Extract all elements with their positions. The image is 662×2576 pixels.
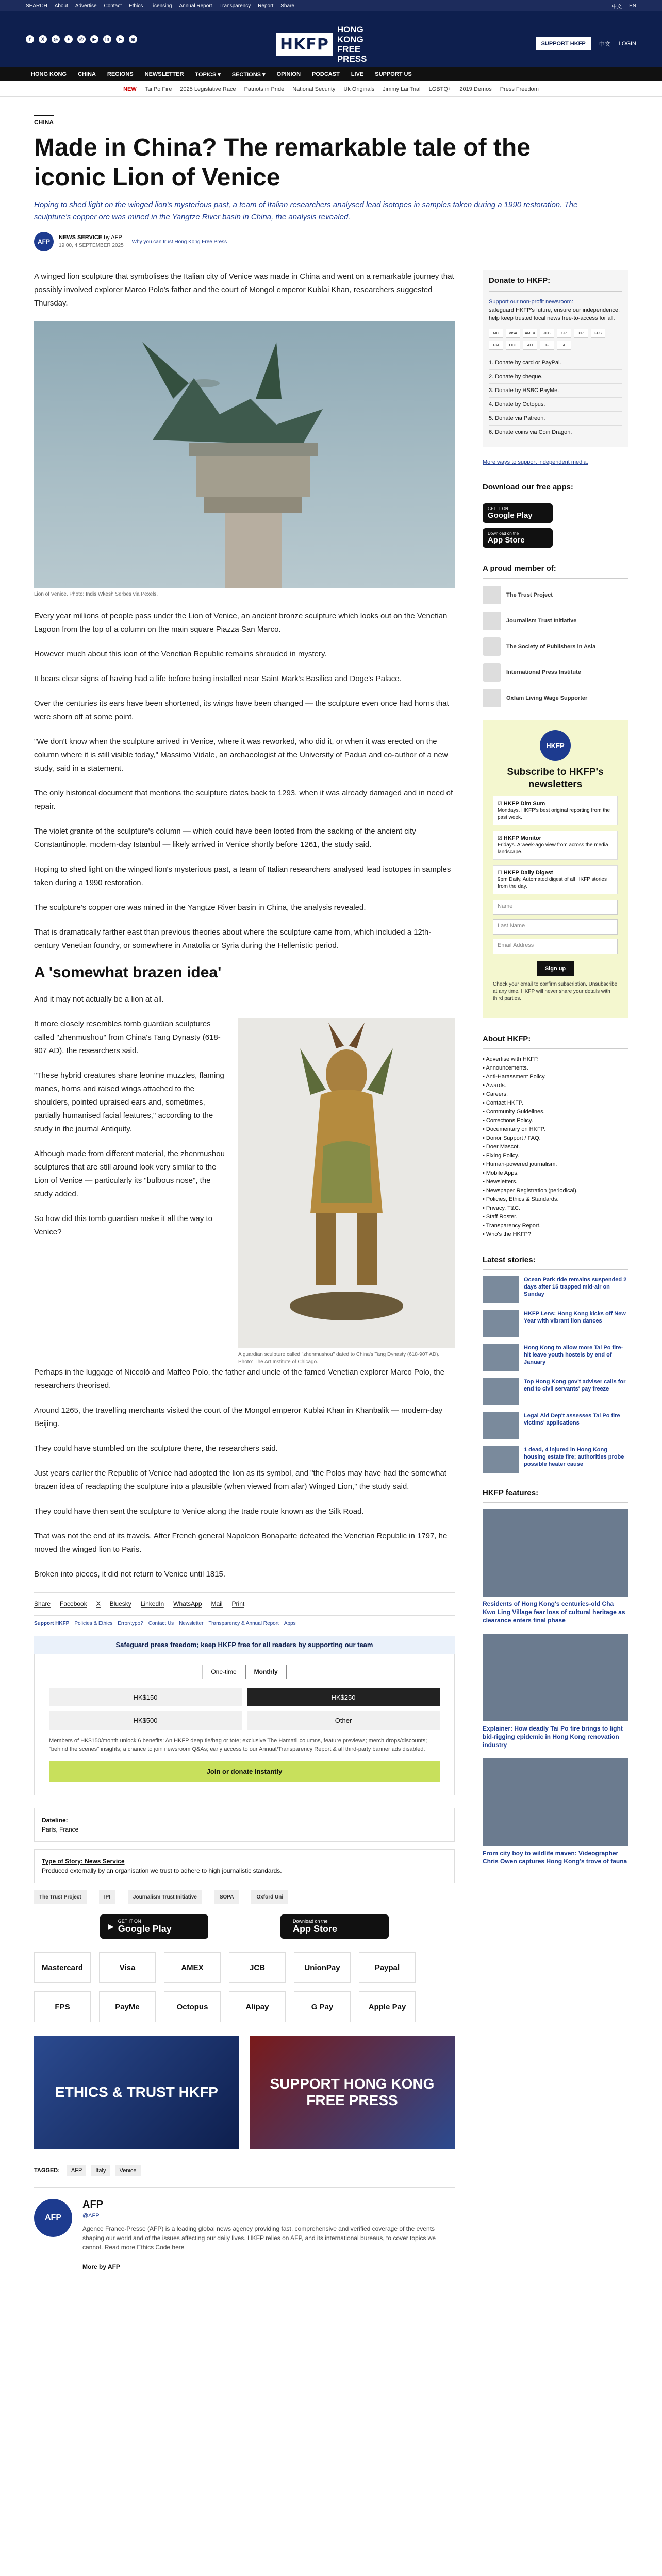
- about-link[interactable]: • Advertise with HKFP.: [483, 1055, 628, 1064]
- org-logo: [483, 637, 501, 656]
- member-org[interactable]: [483, 612, 628, 630]
- policy-link[interactable]: Error/typo?: [118, 1621, 143, 1626]
- about-links: [483, 1055, 628, 1239]
- nav-item[interactable]: PODCAST: [312, 71, 340, 77]
- article-paragraph: They could have then sent the sculpture to Venice along the trade route known as the Silk Road.: [34, 1507, 364, 1516]
- join-donate-button[interactable]: Join or donate instantly: [49, 1761, 440, 1782]
- tag[interactable]: AFP: [67, 2165, 86, 2176]
- story-thumbnail[interactable]: [483, 1310, 519, 1337]
- payment-methods: [34, 1952, 455, 2022]
- org-name: Journalism Trust Initiative: [506, 618, 577, 624]
- tags-row: [34, 2165, 455, 2176]
- about-link[interactable]: • Community Guidelines.: [483, 1108, 628, 1116]
- app-store-button[interactable]: [280, 1914, 389, 1939]
- signup-button[interactable]: Sign up: [537, 961, 574, 976]
- article-paragraph: Every year millions of people pass under the Lion of Venice, an ancient bronze sculpture which looks out on the Venetian Lagoon from the top of a column on the main square Piazza San Marco.: [34, 612, 448, 634]
- nl-option-name: HKFP Daily Digest: [503, 870, 553, 876]
- newsletter-option[interactable]: ☑ HKFP Monitor Fridays. A week-ago view from across the media landscape.: [493, 831, 618, 860]
- share-bar: [34, 1592, 455, 1616]
- article-paragraph: Perhaps in the luggage of Niccolò and Maffeo Polo, the father and uncle of the famed Venetian explorer Marco Polo, the researchers theorised.: [34, 1368, 445, 1390]
- policy-links: [34, 1621, 455, 1626]
- article-paragraph: Hoping to shed light on the winged lion's mysterious past, a team of Italian researchers analysed lead isotopes in samples taken during a 1990 restoration.: [34, 865, 451, 887]
- about-link[interactable]: • Who's the HKFP?: [483, 1230, 628, 1239]
- story-headline[interactable]: Top Hong Kong gov't adviser calls for end to civil servants' pay freeze: [524, 1379, 626, 1392]
- story-thumbnail[interactable]: [483, 1276, 519, 1303]
- category-label[interactable]: CHINA: [34, 115, 54, 126]
- card-logo: JCB: [540, 329, 554, 338]
- feature-image[interactable]: [483, 1509, 628, 1597]
- store-small: GET IT ON: [118, 1919, 141, 1924]
- feature-headline[interactable]: Residents of Hong Kong's centuries-old Cha Kwo Ling Village fear loss of cultural heritage as clearance enters final phase: [483, 1600, 625, 1624]
- story-type-box: [34, 1849, 455, 1883]
- amount-option[interactable]: HK$250: [247, 1688, 440, 1706]
- nav-item[interactable]: OPINION: [276, 71, 301, 77]
- article-paragraph: Over the centuries its ears have been shortened, its wings have been changed — the sculpture even once had horns that were shorn off at some point.: [34, 699, 449, 721]
- trending-link[interactable]: LGBTQ+: [428, 86, 452, 92]
- header-actions: [536, 37, 636, 50]
- membership-note: Members of HK$150/month unlock 6 benefits: An HKFP deep tie/bag or tote; exclusive The Hamatil columns, feature previews; merch drops/discounts; "behind the scenes" insights; a chance to join newsroom Q&As; early access to our Annual/Transparency Report & all third-party banner ads disabled.: [49, 1738, 427, 1752]
- instagram-icon[interactable]: ◎: [52, 35, 60, 43]
- card-logo: VISA: [506, 329, 520, 338]
- share-facebook[interactable]: Facebook: [60, 1600, 87, 1607]
- newsletter-note: Check your email to confirm subscription. Unsubscribe at any time. HKFP will never share your details with third parties.: [493, 981, 618, 1002]
- amount-option[interactable]: Other: [247, 1711, 440, 1730]
- story-headline[interactable]: HKFP Lens: Hong Kong kicks off New Year with vibrant lion dances: [524, 1311, 626, 1324]
- story-headline[interactable]: Hong Kong to allow more Tai Po fire-hit leave youth hostels by end of January: [524, 1345, 623, 1365]
- article-paragraph: The only historical document that mentions the sculpture dates back to 1293, when it was already damaged and in need of repair.: [34, 789, 453, 811]
- about-link[interactable]: • Announcements.: [483, 1064, 628, 1073]
- donate-option[interactable]: 5. Donate via Patreon.: [489, 412, 622, 426]
- policy-link[interactable]: Contact Us: [148, 1621, 174, 1626]
- features-title: HKFP features:: [483, 1483, 628, 1503]
- topbar-link[interactable]: About: [54, 3, 68, 9]
- feature-story[interactable]: [483, 1509, 628, 1624]
- support-promo[interactable]: SUPPORT HONG KONG FREE PRESS: [250, 2036, 455, 2149]
- article-paragraph: "These hybrid creatures share leonine muzzles, flaming manes, horns and raised wings attached to the shoulders, pointed upraised ears and, sometimes, partially humanised facial features," according to the study in the journal Antiquity.: [34, 1071, 224, 1133]
- about-link[interactable]: • Newspaper Registration (periodical).: [483, 1187, 628, 1195]
- threads-icon[interactable]: @: [77, 35, 86, 43]
- feature-stories: [483, 1509, 628, 1866]
- facebook-icon[interactable]: f: [26, 35, 34, 43]
- email-input[interactable]: Email Address: [493, 939, 618, 954]
- nl-option-name: HKFP Monitor: [503, 835, 541, 841]
- login-link[interactable]: LOGIN: [618, 41, 636, 47]
- store-big: Google Play: [488, 511, 533, 520]
- article-paragraph: Broken into pieces, it did not return to Venice until 1815.: [34, 1570, 226, 1579]
- store-big: App Store: [488, 536, 525, 545]
- policy-link[interactable]: Policies & Ethics: [74, 1621, 113, 1626]
- nav-item[interactable]: TOPICS ▾: [195, 71, 221, 78]
- nav-item[interactable]: SUPPORT US: [375, 71, 412, 77]
- monthly-option[interactable]: Monthly: [245, 1665, 287, 1679]
- article-paragraph: It more closely resembles tomb guardian sculptures called "zhenmushou" from China's Tang Dynasty (618-907 AD), the researchers said.: [34, 1020, 221, 1055]
- play-icon: ▶: [108, 1922, 114, 1930]
- article-paragraph: And it may not actually be a lion at all.: [34, 995, 164, 1004]
- nav-item[interactable]: CHINA: [78, 71, 96, 77]
- author-info: [59, 234, 124, 249]
- member-badges: [34, 1890, 455, 1904]
- article-paragraph: Around 1265, the travelling merchants visited the court of the Mongol emperor Kublai Khan in Khanbalik — modern-day Beijing.: [34, 1406, 443, 1428]
- safeguard-banner[interactable]: Safeguard press freedom; keep HKFP free for all readers by supporting our team: [34, 1636, 455, 1654]
- about-link[interactable]: • Newsletters.: [483, 1178, 628, 1187]
- member-org[interactable]: [483, 663, 628, 682]
- amount-option[interactable]: HK$500: [49, 1711, 242, 1730]
- article-paragraph: Just years earlier the Republic of Venice had adopted the lion as its symbol, and "the Polos may have had the somewhat brazen idea of readapting the sculpture into a plausible (when viewed from afar) Winged Lion," the study said.: [34, 1469, 446, 1491]
- org-name: The Society of Publishers in Asia: [506, 643, 596, 650]
- feature-headline[interactable]: From city boy to wildlife maven: Videographer Chris Owen captures Hong Kong's trove of fauna: [483, 1850, 627, 1865]
- statue-figure: [238, 1018, 455, 1366]
- tag[interactable]: Italy: [91, 2165, 110, 2176]
- topbar-link[interactable]: Annual Report: [179, 3, 212, 9]
- article-paragraph: The sculpture's copper ore was mined in the Yangtze River basin in China, the analysis revealed.: [34, 903, 366, 912]
- dateline-box: [34, 1808, 455, 1842]
- lion-illustration: [34, 321, 455, 588]
- article-title: Made in China? The remarkable tale of the iconic Lion of Venice: [34, 134, 531, 191]
- promo-videos: [34, 2036, 455, 2149]
- donate-option[interactable]: 1. Donate by card or PayPal.: [489, 356, 622, 370]
- latest-stories: [483, 1276, 628, 1473]
- trending-link[interactable]: National Security: [292, 86, 336, 92]
- share-x[interactable]: X: [96, 1600, 101, 1607]
- nl-option-desc: Mondays. HKFP's best original reporting from the past week.: [498, 808, 610, 820]
- about-link[interactable]: • Contact HKFP.: [483, 1099, 628, 1108]
- trending-link[interactable]: 2025 Legislative Race: [180, 86, 236, 92]
- linkedin-icon[interactable]: in: [103, 35, 111, 43]
- last-name-input[interactable]: Last Name: [493, 919, 618, 935]
- story-headline[interactable]: Ocean Park ride remains suspended 2 days after 15 trapped mid-air on Sunday: [524, 1277, 627, 1297]
- newsletter-signup: [483, 720, 628, 1018]
- trending-link[interactable]: Uk Originals: [343, 86, 375, 92]
- about-link[interactable]: • Donor Support / FAQ.: [483, 1134, 628, 1143]
- topbar-link[interactable]: Ethics: [128, 3, 143, 9]
- image-caption: Lion of Venice. Photo: Indis Wkesh Serbes via Pexels.: [34, 591, 158, 597]
- story-thumbnail[interactable]: [483, 1412, 519, 1439]
- card-logo: ALI: [523, 341, 537, 350]
- about-link[interactable]: • Fixing Policy.: [483, 1151, 628, 1160]
- about-link[interactable]: • Privacy, T&C.: [483, 1204, 628, 1213]
- badge[interactable]: SOPA: [214, 1890, 239, 1904]
- article-paragraph: Although made from different material, the zhenmushou sculptures that are still around look very similar to the Lion of Venice — particularly its "bulbous nose", the study added.: [34, 1149, 225, 1198]
- badge[interactable]: The Trust Project: [34, 1890, 87, 1904]
- bluesky-icon[interactable]: ✦: [64, 35, 73, 43]
- payment-logo[interactable]: G Pay: [294, 1991, 351, 2022]
- card-logo: UP: [557, 329, 571, 338]
- about-link[interactable]: • Transparency Report.: [483, 1222, 628, 1230]
- newsletter-title: Subscribe to HKFP's newsletters: [507, 767, 604, 790]
- byline: [34, 232, 628, 251]
- article-paragraph: It bears clear signs of having had a life before being installed near Saint Mark's Basilica and Doge's Palace.: [34, 674, 402, 683]
- trending-link[interactable]: Jimmy Lai Trial: [383, 86, 421, 92]
- about-link[interactable]: • Mobile Apps.: [483, 1169, 628, 1178]
- story-thumbnail[interactable]: [483, 1446, 519, 1473]
- card-logo: PM: [489, 341, 503, 350]
- app-store-row: [34, 1914, 455, 1939]
- about-link[interactable]: • Awards.: [483, 1081, 628, 1090]
- feature-image[interactable]: [483, 1758, 628, 1846]
- tags-label: TAGGED:: [34, 2167, 60, 2174]
- sidebar-app-store[interactable]: [483, 528, 553, 548]
- latest-title: Latest stories:: [483, 1250, 628, 1270]
- author-name[interactable]: NEWS SERVICE: [59, 234, 103, 241]
- latest-story[interactable]: [483, 1446, 628, 1473]
- about-link[interactable]: • Staff Roster.: [483, 1213, 628, 1222]
- article-lede: Hoping to shed light on the winged lion's mysterious past, a team of Italian researchers analysed lead isotopes in samples taken during a 1990 restoration. The sculpture's copper ore was mined in the Yangtze River basin in China, the analysis revealed.: [34, 200, 578, 222]
- statue-caption: A guardian sculpture called "zhenmushou" dated to China's Tang Dynasty (618-907 AD). Photo: The Art Institute of Chicago.: [238, 1352, 440, 1365]
- article-body: [34, 270, 455, 2270]
- payment-logo[interactable]: AMEX: [164, 1952, 221, 1983]
- float-text: [34, 1018, 225, 1366]
- feature-story[interactable]: [483, 1758, 628, 1866]
- article-paragraph: A winged lion sculpture that symbolises the Italian city of Venice was made in China and went on a remarkable journey that possibly involved explorer Marco Polo's father and the court of Mongol emperor Kublai Khan, researchers suggested Thursday.: [34, 272, 454, 308]
- publish-date: 19:00, 4 SEPTEMBER 2025: [59, 243, 124, 248]
- latest-story[interactable]: [483, 1378, 628, 1405]
- donate-option[interactable]: 4. Donate by Octopus.: [489, 398, 622, 412]
- payment-logo[interactable]: UnionPay: [294, 1952, 351, 1983]
- author-avatar[interactable]: AFP: [34, 232, 54, 251]
- donate-text: safeguard HKFP's future, ensure our independence, help keep trusted local news free-to-access for all.: [489, 307, 620, 321]
- topbar-link[interactable]: Report: [258, 3, 274, 9]
- more-by-author-link[interactable]: More by AFP: [82, 2263, 120, 2270]
- main-nav: [0, 67, 662, 81]
- author-avatar-large[interactable]: AFP: [34, 2199, 72, 2237]
- author-bio: Agence France-Presse (AFP) is a leading global news agency providing fast, comprehensive and verified coverage of the events shaping our world and of the issues affecting our daily lives. HKFP relies on AFP, and its international bureaus, to cover topics we cannot. Read more Ethics Code here: [82, 2225, 436, 2251]
- share-bluesky[interactable]: Bluesky: [109, 1600, 131, 1607]
- youtube-icon[interactable]: ▶: [90, 35, 98, 43]
- payment-logo[interactable]: Apple Pay: [359, 1991, 416, 2022]
- hkfp-logo[interactable]: [276, 25, 389, 64]
- content-layout: [0, 270, 662, 2270]
- payment-logo[interactable]: Paypal: [359, 1952, 416, 1983]
- article-paragraph: The violet granite of the sculpture's column — which could have been looted from the sacking of the ancient city Constantinople, modern-day Istanbul — likely arrived in Venice shortly before 1261, the study said.: [34, 827, 416, 849]
- author-box-name[interactable]: AFP: [82, 2199, 103, 2210]
- card-logo: FPS: [591, 329, 605, 338]
- topbar-link[interactable]: SEARCH: [26, 3, 47, 9]
- about-link[interactable]: • Policies, Ethics & Standards.: [483, 1195, 628, 1204]
- support-hkfp-button[interactable]: SUPPORT HKFP: [536, 37, 591, 50]
- dateline-place: Paris, France: [42, 1826, 79, 1833]
- social-links: [26, 35, 137, 43]
- card-logos: [489, 329, 622, 350]
- google-play-button[interactable]: [100, 1914, 208, 1939]
- story-headline[interactable]: 1 dead, 4 injured in Hong Kong housing estate fire; authorities probe possible heater cause: [524, 1447, 624, 1467]
- about-link[interactable]: • Human-powered journalism.: [483, 1160, 628, 1169]
- about-link[interactable]: • Documentary on HKFP.: [483, 1125, 628, 1134]
- donate-link[interactable]: Support our non-profit newsroom:: [489, 299, 573, 305]
- member-org[interactable]: [483, 586, 628, 604]
- nl-option-name: HKFP Dim Sum: [503, 801, 545, 807]
- org-logo: [483, 612, 501, 630]
- store-big: App Store: [293, 1924, 338, 1934]
- share-linkedin[interactable]: LinkedIn: [140, 1600, 164, 1607]
- card-logo: A: [557, 341, 571, 350]
- feature-headline[interactable]: Explainer: How deadly Tai Po fire brings to light bid-rigging epidemic in Hong Kong renovation industry: [483, 1725, 623, 1749]
- apps-title: Download our free apps:: [483, 478, 628, 497]
- author-details: [82, 2199, 455, 2270]
- article-paragraph: So how did this tomb guardian make it all the way to Venice?: [34, 1214, 213, 1236]
- topbar-link[interactable]: Share: [280, 3, 294, 9]
- trust-link[interactable]: Why you can trust Hong Kong Free Press: [131, 239, 227, 245]
- share-whatsapp[interactable]: WhatsApp: [173, 1600, 202, 1607]
- about-link[interactable]: • Corrections Policy.: [483, 1116, 628, 1125]
- policy-link[interactable]: Newsletter: [179, 1621, 204, 1626]
- newsletter-option[interactable]: ☐ HKFP Daily Digest 9pm Daily. Automated digest of all HKFP stories from the day.: [493, 865, 618, 894]
- card-logo: AMEX: [523, 329, 537, 338]
- card-logo: OCT: [506, 341, 520, 350]
- badge[interactable]: Oxford Uni: [251, 1890, 288, 1904]
- nav-item[interactable]: LIVE: [351, 71, 364, 77]
- about-link[interactable]: • Anti-Harassment Policy.: [483, 1073, 628, 1081]
- frequency-toggle: [49, 1665, 440, 1679]
- language-switch[interactable]: 中文: [599, 41, 610, 47]
- article-header: [0, 97, 662, 251]
- org-name: International Press Institute: [506, 669, 581, 675]
- badge[interactable]: Journalism Trust Initiative: [128, 1890, 202, 1904]
- newsletter-option[interactable]: ☑ HKFP Dim Sum Mondays. HKFP's best original reporting from the past week.: [493, 796, 618, 825]
- story-headline[interactable]: Legal Aid Dep't assesses Tai Po fire victims' applications: [524, 1413, 620, 1426]
- trending-link[interactable]: Tai Po Fire: [144, 86, 172, 92]
- trending-bar: [0, 81, 662, 97]
- topbar-link[interactable]: Licensing: [150, 3, 172, 9]
- x-icon[interactable]: X: [39, 35, 47, 43]
- tag[interactable]: Venice: [115, 2165, 141, 2176]
- payment-logo[interactable]: PayMe: [99, 1991, 156, 2022]
- payment-logo[interactable]: JCB: [229, 1952, 286, 1983]
- donate-option[interactable]: 6. Donate coins via Coin Dragon.: [489, 426, 622, 439]
- payment-logo[interactable]: Visa: [99, 1952, 156, 1983]
- store-small: Download on the: [488, 531, 519, 536]
- latest-story[interactable]: [483, 1412, 628, 1439]
- logo-text: HONG KONG FREE PRESS: [337, 25, 367, 64]
- logo-box: HKFP: [276, 33, 333, 56]
- first-name-input[interactable]: Name: [493, 900, 618, 915]
- new-label: NEW: [123, 86, 137, 92]
- author-by[interactable]: by AFP: [104, 234, 122, 241]
- newsletter-logo: HKFP: [540, 730, 571, 761]
- donate-widget: [34, 1654, 455, 1795]
- story-type-label: Type of Story: News Service: [42, 1858, 125, 1865]
- payment-logo[interactable]: FPS: [34, 1991, 91, 2022]
- article-paragraph: That was not the end of its travels. After French general Napoleon Bonaparte defeated the Venetian Republic in 1797, he moved the winged lion to Paris.: [34, 1532, 448, 1554]
- story-thumbnail[interactable]: [483, 1344, 519, 1371]
- member-title: A proud member of:: [483, 559, 628, 579]
- utility-bar: [0, 0, 662, 11]
- ethics-promo[interactable]: ETHICS & TRUST HKFP: [34, 2036, 239, 2149]
- article-paragraph: However much about this icon of the Venetian Republic remains shrouded in mystery.: [34, 650, 327, 658]
- lion-of-venice-photo: [34, 321, 455, 588]
- author-box: [34, 2187, 455, 2270]
- telegram-icon[interactable]: ➤: [116, 35, 124, 43]
- org-logo: [483, 586, 501, 604]
- trending-link[interactable]: Press Freedom: [500, 86, 539, 92]
- donate-title: Donate to HKFP:: [489, 270, 622, 292]
- section-heading: A 'somewhat brazen idea': [34, 964, 222, 981]
- topbar-link[interactable]: Transparency: [219, 3, 251, 9]
- zhenmushou-photo: [238, 1018, 455, 1348]
- amount-options: [49, 1688, 440, 1730]
- store-big: Google Play: [118, 1924, 172, 1934]
- org-logo: [483, 663, 501, 682]
- policy-link[interactable]: Support HKFP: [34, 1621, 70, 1626]
- org-name: The Trust Project: [506, 592, 553, 598]
- sidebar: [483, 270, 628, 2270]
- topbar-lang[interactable]: EN: [629, 3, 636, 9]
- article-paragraph: They could have stumbled on the sculpture there, the researchers said.: [34, 1444, 278, 1453]
- member-org[interactable]: [483, 689, 628, 707]
- nav-item[interactable]: SECTIONS ▾: [231, 71, 266, 78]
- share-print[interactable]: Print: [231, 1600, 245, 1607]
- donate-option[interactable]: 3. Donate by HSBC PayMe.: [489, 384, 622, 398]
- author-twitter[interactable]: @AFP: [82, 2213, 100, 2219]
- org-name: Oxfam Living Wage Supporter: [506, 695, 588, 701]
- payment-logo[interactable]: Mastercard: [34, 1952, 91, 1983]
- org-logo: [483, 689, 501, 707]
- donate-option[interactable]: 2. Donate by cheque.: [489, 370, 622, 384]
- more-ways-link[interactable]: More ways to support independent media.: [483, 459, 588, 465]
- payment-logo[interactable]: Octopus: [164, 1991, 221, 2022]
- one-time-option[interactable]: One-time: [202, 1665, 245, 1679]
- card-logo: MC: [489, 329, 503, 338]
- story-thumbnail[interactable]: [483, 1378, 519, 1405]
- feature-story[interactable]: [483, 1634, 628, 1749]
- about-link[interactable]: • Careers.: [483, 1090, 628, 1099]
- site-header: [0, 11, 662, 67]
- article-paragraph: "We don't know when the sculpture arrived in Venice, where it was reworked, who did it, or when it was erected on the column where it is still visible today," Massimo Vidale, an archaeologist at the University of Padua and co-author of a new study, said in a statement.: [34, 737, 448, 773]
- feature-image[interactable]: [483, 1634, 628, 1721]
- nl-option-desc: Fridays. A week-ago view from across the media landscape.: [498, 842, 608, 855]
- share-label: Share: [34, 1600, 51, 1607]
- card-logo: PP: [574, 329, 588, 338]
- latest-story[interactable]: [483, 1276, 628, 1303]
- store-small: Download on the: [293, 1919, 328, 1924]
- trending-link[interactable]: Patriots in Pride: [244, 86, 285, 92]
- topbar-link[interactable]: Advertise: [75, 3, 97, 9]
- dateline-label: Dateline:: [42, 1817, 68, 1824]
- topbar-lang[interactable]: 中文: [611, 4, 622, 10]
- paragraphs-with-figure: [34, 1018, 455, 1366]
- badge[interactable]: IPI: [99, 1890, 115, 1904]
- donate-options: [489, 356, 622, 439]
- policy-link[interactable]: Apps: [284, 1621, 296, 1626]
- donate-panel: [483, 270, 628, 447]
- nav-item[interactable]: HONG KONG: [31, 71, 67, 77]
- article-paragraph: That is dramatically farther east than previous theories about where the sculpture came from, which included a 12th-century Venetian foundry, or somewhere in Anatolia or Syria during the Hellenistic period.: [34, 928, 432, 950]
- store-small: GET IT ON: [488, 506, 508, 511]
- rss-icon[interactable]: ◉: [129, 35, 137, 43]
- about-title: About HKFP:: [483, 1029, 628, 1049]
- share-mail[interactable]: Mail: [211, 1600, 223, 1607]
- amount-option[interactable]: HK$150: [49, 1688, 242, 1706]
- sidebar-google-play[interactable]: [483, 503, 553, 523]
- policy-link[interactable]: Transparency & Annual Report: [208, 1621, 279, 1626]
- nav-item[interactable]: NEWSLETTER: [144, 71, 184, 77]
- latest-story[interactable]: [483, 1344, 628, 1371]
- about-link[interactable]: • Doer Mascot.: [483, 1143, 628, 1151]
- nl-option-desc: 9pm Daily. Automated digest of all HKFP stories from the day.: [498, 877, 607, 889]
- member-org[interactable]: [483, 637, 628, 656]
- card-logo: G: [540, 341, 554, 350]
- story-type-desc: Produced externally by an organisation we trust to adhere to high journalistic standards.: [42, 1867, 282, 1874]
- statue-illustration: [238, 1018, 455, 1348]
- topbar-link[interactable]: Contact: [104, 3, 122, 9]
- latest-story[interactable]: [483, 1310, 628, 1337]
- nav-item[interactable]: REGIONS: [107, 71, 134, 77]
- payment-logo[interactable]: Alipay: [229, 1991, 286, 2022]
- trending-link[interactable]: 2019 Demos: [459, 86, 492, 92]
